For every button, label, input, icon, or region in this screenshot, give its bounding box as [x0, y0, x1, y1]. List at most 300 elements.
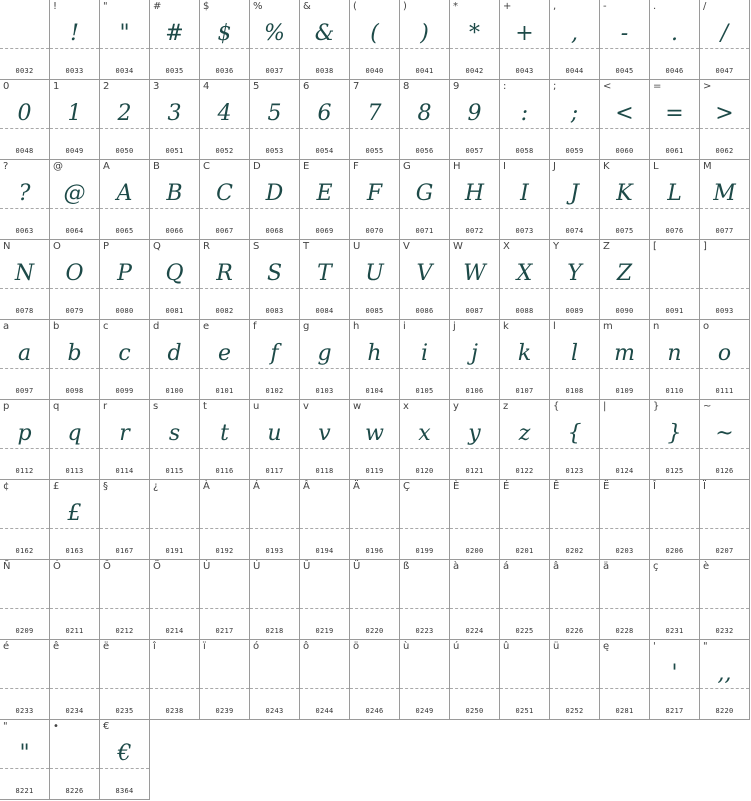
character-code: 0075 [615, 227, 634, 235]
glyph-cell [150, 320, 200, 400]
character-code: 0228 [615, 627, 634, 635]
glyph-cell [50, 400, 100, 480]
glyph-sample: { [567, 421, 582, 446]
glyph-sample: " [19, 741, 30, 766]
glyph-sample: / [720, 21, 729, 46]
character-label: E [303, 161, 310, 172]
glyph-cell [250, 320, 300, 400]
character-label: Ó [53, 561, 61, 572]
glyph-cell [500, 480, 550, 560]
baseline-guide [400, 368, 449, 369]
character-label: A [103, 161, 110, 172]
character-code: 0114 [115, 467, 134, 475]
character-code: 0046 [665, 67, 684, 75]
glyph-cell [500, 0, 550, 80]
glyph-cell [150, 240, 200, 320]
glyph-cell [450, 240, 500, 320]
baseline-guide [700, 368, 749, 369]
character-code: 0225 [515, 627, 534, 635]
glyph-sample: " [119, 21, 130, 46]
baseline-guide [250, 608, 299, 609]
glyph-sample: g [317, 341, 332, 366]
baseline-guide [300, 208, 349, 209]
glyph-sample: 6 [317, 101, 332, 126]
character-code: 0100 [165, 387, 184, 395]
baseline-guide [650, 368, 699, 369]
glyph-cell [200, 240, 250, 320]
character-code: 8364 [115, 787, 134, 795]
character-code: 0038 [315, 67, 334, 75]
character-code: 0056 [415, 147, 434, 155]
glyph-cell [500, 560, 550, 640]
glyph-sample: L [667, 181, 682, 206]
glyph-sample: o [717, 341, 732, 366]
character-code: 0052 [215, 147, 234, 155]
character-code: 0078 [15, 307, 34, 315]
character-code: 0162 [15, 547, 34, 555]
character-label: R [203, 241, 210, 252]
character-label: ? [3, 161, 9, 172]
baseline-guide [400, 448, 449, 449]
glyph-cell [0, 0, 50, 80]
glyph-cell [600, 400, 650, 480]
glyph-sample: i [420, 341, 429, 366]
glyph-sample: 1 [67, 101, 82, 126]
glyph-sample: e [217, 341, 232, 366]
glyph-cell [600, 320, 650, 400]
character-label: â [553, 561, 560, 572]
character-code: 0077 [715, 227, 734, 235]
glyph-sample: ! [70, 21, 79, 46]
glyph-sample: s [168, 421, 181, 446]
baseline-guide [550, 128, 599, 129]
glyph-sample: N [14, 261, 35, 286]
glyph-cell [100, 480, 150, 560]
glyph-cell [150, 0, 200, 80]
baseline-guide [200, 688, 249, 689]
glyph-sample: > [715, 101, 734, 126]
glyph-cell [200, 0, 250, 80]
character-label: c [103, 321, 109, 332]
character-label: 3 [153, 81, 160, 92]
glyph-cell [450, 640, 500, 720]
character-code: 0067 [215, 227, 234, 235]
baseline-guide [50, 688, 99, 689]
glyph-cell [50, 720, 100, 800]
glyph-cell [650, 0, 700, 80]
glyph-cell [250, 640, 300, 720]
character-label: É [503, 481, 510, 492]
baseline-guide [200, 288, 249, 289]
baseline-guide [700, 448, 749, 449]
glyph-cell [0, 480, 50, 560]
character-code: 0055 [365, 147, 384, 155]
character-label: ' [653, 641, 656, 652]
character-code: 0047 [715, 67, 734, 75]
baseline-guide [650, 528, 699, 529]
glyph-cell [550, 320, 600, 400]
glyph-cell [150, 480, 200, 560]
baseline-guide [50, 48, 99, 49]
character-code: 0087 [465, 307, 484, 315]
glyph-cell [0, 320, 50, 400]
glyph-cell [400, 640, 450, 720]
baseline-guide [100, 768, 149, 769]
character-code: 0043 [515, 67, 534, 75]
glyph-sample: S [266, 261, 283, 286]
glyph-sample: G [415, 181, 434, 206]
character-code: 0193 [265, 547, 284, 555]
character-label: Ü [353, 561, 361, 572]
baseline-guide [550, 688, 599, 689]
character-code: 0246 [365, 707, 384, 715]
glyph-sample: U [365, 261, 384, 286]
baseline-guide [100, 288, 149, 289]
glyph-cell [0, 720, 50, 800]
glyph-cell [700, 240, 750, 320]
character-code: 0082 [215, 307, 234, 315]
baseline-guide [0, 768, 49, 769]
glyph-cell [300, 640, 350, 720]
character-code: 0214 [165, 627, 184, 635]
baseline-guide [300, 128, 349, 129]
glyph-cell [550, 160, 600, 240]
character-code: 0217 [215, 627, 234, 635]
glyph-sample: ? [18, 181, 31, 206]
baseline-guide [600, 48, 649, 49]
character-label: e [203, 321, 210, 332]
baseline-guide [350, 688, 399, 689]
glyph-sample: £ [67, 501, 82, 526]
character-code: 0110 [665, 387, 684, 395]
baseline-guide [0, 608, 49, 609]
character-code: 0199 [415, 547, 434, 555]
character-label: = [653, 81, 662, 92]
glyph-cell [650, 80, 700, 160]
character-label: $ [203, 1, 210, 12]
character-label: B [153, 161, 160, 172]
character-label: > [703, 81, 712, 92]
character-label: 4 [203, 81, 210, 92]
baseline-guide [600, 688, 649, 689]
baseline-guide [650, 608, 699, 609]
glyph-cell [600, 480, 650, 560]
baseline-guide [100, 448, 149, 449]
character-label: j [453, 321, 456, 332]
character-label: Q [153, 241, 161, 252]
glyph-cell [650, 160, 700, 240]
glyph-cell [100, 400, 150, 480]
character-code: 0086 [415, 307, 434, 315]
baseline-guide [100, 208, 149, 209]
baseline-guide [300, 288, 349, 289]
character-label: i [403, 321, 406, 332]
glyph-sample: $ [217, 21, 232, 46]
glyph-cell [650, 400, 700, 480]
character-label: " [103, 1, 108, 12]
glyph-cell [450, 560, 500, 640]
character-label: P [103, 241, 110, 252]
baseline-guide [450, 128, 499, 129]
character-label: n [653, 321, 660, 332]
character-label: k [503, 321, 509, 332]
baseline-guide [100, 128, 149, 129]
glyph-sample: & [314, 21, 335, 46]
character-label: § [103, 481, 108, 492]
character-label: é [3, 641, 10, 652]
glyph-sample: D [265, 181, 284, 206]
character-code: 0244 [315, 707, 334, 715]
character-label: f [253, 321, 257, 332]
character-label: u [253, 401, 260, 412]
character-code: 0057 [465, 147, 484, 155]
character-label: T [303, 241, 310, 252]
glyph-cell [250, 480, 300, 560]
glyph-cell [150, 160, 200, 240]
character-code: 0044 [565, 67, 584, 75]
character-code: 0064 [65, 227, 84, 235]
glyph-cell [300, 0, 350, 80]
baseline-guide [100, 528, 149, 529]
character-code: 0207 [715, 547, 734, 555]
glyph-cell [450, 400, 500, 480]
character-code: 0066 [165, 227, 184, 235]
character-label: C [203, 161, 210, 172]
glyph-cell [150, 80, 200, 160]
character-label: V [403, 241, 410, 252]
character-code: 0122 [515, 467, 534, 475]
baseline-guide [300, 528, 349, 529]
character-code: 0084 [315, 307, 334, 315]
character-label: a [3, 321, 10, 332]
character-label: K [603, 161, 610, 172]
baseline-guide [200, 48, 249, 49]
baseline-guide [700, 608, 749, 609]
baseline-guide [400, 688, 449, 689]
character-label: À [203, 481, 210, 492]
character-label: ; [553, 81, 557, 92]
character-code: 0219 [315, 627, 334, 635]
baseline-guide [650, 208, 699, 209]
baseline-guide [350, 528, 399, 529]
glyph-cell [100, 560, 150, 640]
baseline-guide [400, 288, 449, 289]
glyph-sample: Z [616, 261, 633, 286]
glyph-cell [400, 80, 450, 160]
character-code: 0070 [365, 227, 384, 235]
character-code: 0243 [265, 707, 284, 715]
character-code: 0050 [115, 147, 134, 155]
glyph-sample: m [614, 341, 635, 366]
character-label: Z [603, 241, 610, 252]
character-code: 0104 [365, 387, 384, 395]
character-label: 7 [353, 81, 360, 92]
glyph-sample: M [713, 181, 736, 206]
character-label: p [3, 401, 10, 412]
baseline-guide [500, 208, 549, 209]
character-code: 0118 [315, 467, 334, 475]
baseline-guide [700, 288, 749, 289]
character-label: x [403, 401, 409, 412]
character-label: * [453, 1, 458, 12]
character-label: D [253, 161, 261, 172]
glyph-cell [500, 320, 550, 400]
glyph-cell [300, 560, 350, 640]
character-label: [ [653, 241, 657, 252]
baseline-guide [650, 448, 699, 449]
glyph-sample: 0 [17, 101, 32, 126]
character-label: Ë [603, 481, 610, 492]
glyph-cell [450, 160, 500, 240]
baseline-guide [100, 688, 149, 689]
character-label: ę [603, 641, 610, 652]
glyph-sample: n [667, 341, 682, 366]
glyph-cell [400, 320, 450, 400]
character-label: X [503, 241, 510, 252]
glyph-cell [250, 80, 300, 160]
character-label: è [703, 561, 710, 572]
character-label: z [503, 401, 509, 412]
glyph-cell [350, 160, 400, 240]
glyph-cell [700, 560, 750, 640]
glyph-cell [250, 160, 300, 240]
character-label: £ [53, 481, 60, 492]
character-label: Á [253, 481, 260, 492]
baseline-guide [650, 48, 699, 49]
character-code: 0121 [465, 467, 484, 475]
baseline-guide [400, 208, 449, 209]
character-label: Ù [203, 561, 211, 572]
baseline-guide [600, 208, 649, 209]
character-code: 0192 [215, 547, 234, 555]
glyph-cell [700, 0, 750, 80]
character-label: t [203, 401, 207, 412]
character-code: 8220 [715, 707, 734, 715]
baseline-guide [100, 608, 149, 609]
glyph-cell [550, 0, 600, 80]
character-code: 0233 [15, 707, 34, 715]
glyph-sample: r [119, 421, 130, 446]
baseline-guide [650, 128, 699, 129]
glyph-cell [300, 320, 350, 400]
baseline-guide [700, 208, 749, 209]
character-code: 0088 [515, 307, 534, 315]
glyph-sample: ) [420, 21, 429, 46]
baseline-guide [250, 368, 299, 369]
baseline-guide [500, 288, 549, 289]
character-label: H [453, 161, 461, 172]
baseline-guide [250, 128, 299, 129]
character-code: 0200 [465, 547, 484, 555]
character-label: ¿ [153, 481, 159, 492]
character-code: 0073 [515, 227, 534, 235]
character-code: 0089 [565, 307, 584, 315]
baseline-guide [400, 48, 449, 49]
glyph-cell [650, 640, 700, 720]
character-code: 0206 [665, 547, 684, 555]
baseline-guide [300, 448, 349, 449]
character-label: L [653, 161, 659, 172]
glyph-cell [50, 560, 100, 640]
character-label: Ö [153, 561, 161, 572]
character-code: 0040 [365, 67, 384, 75]
character-label: q [53, 401, 60, 412]
character-code: 0091 [665, 307, 684, 315]
character-label: 6 [303, 81, 310, 92]
character-label: Ç [403, 481, 410, 492]
character-code: 0080 [115, 307, 134, 315]
character-label: û [503, 641, 510, 652]
glyph-cell [400, 560, 450, 640]
character-code: 0218 [265, 627, 284, 635]
baseline-guide [700, 128, 749, 129]
character-label: } [653, 401, 660, 412]
glyph-sample: R [216, 261, 233, 286]
character-code: 0103 [315, 387, 334, 395]
baseline-guide [250, 528, 299, 529]
glyph-sample: 4 [217, 101, 232, 126]
character-code: 0054 [315, 147, 334, 155]
character-label: b [53, 321, 60, 332]
baseline-guide [0, 128, 49, 129]
character-label: Â [303, 481, 310, 492]
glyph-cell [200, 480, 250, 560]
baseline-guide [200, 448, 249, 449]
baseline-guide [650, 688, 699, 689]
baseline-guide [450, 48, 499, 49]
character-code: 0251 [515, 707, 534, 715]
glyph-cell [250, 240, 300, 320]
character-label: 9 [453, 81, 460, 92]
character-label: l [553, 321, 556, 332]
character-code: 0115 [165, 467, 184, 475]
character-label: ~ [703, 401, 712, 412]
character-label: Ï [703, 481, 706, 492]
character-code: 0201 [515, 547, 534, 555]
baseline-guide [550, 448, 599, 449]
glyph-cell [550, 560, 600, 640]
character-code: 0202 [565, 547, 584, 555]
glyph-sample: y [468, 421, 481, 446]
character-code: 0223 [415, 627, 434, 635]
glyph-cell [100, 80, 150, 160]
glyph-cell [150, 640, 200, 720]
baseline-guide [550, 368, 599, 369]
glyph-cell [650, 560, 700, 640]
baseline-guide [450, 608, 499, 609]
baseline-guide [150, 368, 199, 369]
character-label: " [3, 721, 8, 732]
baseline-guide [700, 688, 749, 689]
glyph-cell [350, 480, 400, 560]
character-code: 0167 [115, 547, 134, 555]
baseline-guide [50, 448, 99, 449]
glyph-cell [500, 80, 550, 160]
character-code: 0061 [665, 147, 684, 155]
baseline-guide [250, 208, 299, 209]
baseline-guide [550, 528, 599, 529]
glyph-sample: - [620, 21, 629, 46]
character-code: 0071 [415, 227, 434, 235]
glyph-cell [100, 160, 150, 240]
glyph-cell [250, 0, 300, 80]
glyph-cell [50, 640, 100, 720]
glyph-sample: 7 [367, 101, 382, 126]
glyph-cell [100, 240, 150, 320]
baseline-guide [300, 368, 349, 369]
character-label: G [403, 161, 411, 172]
character-code: 0235 [115, 707, 134, 715]
